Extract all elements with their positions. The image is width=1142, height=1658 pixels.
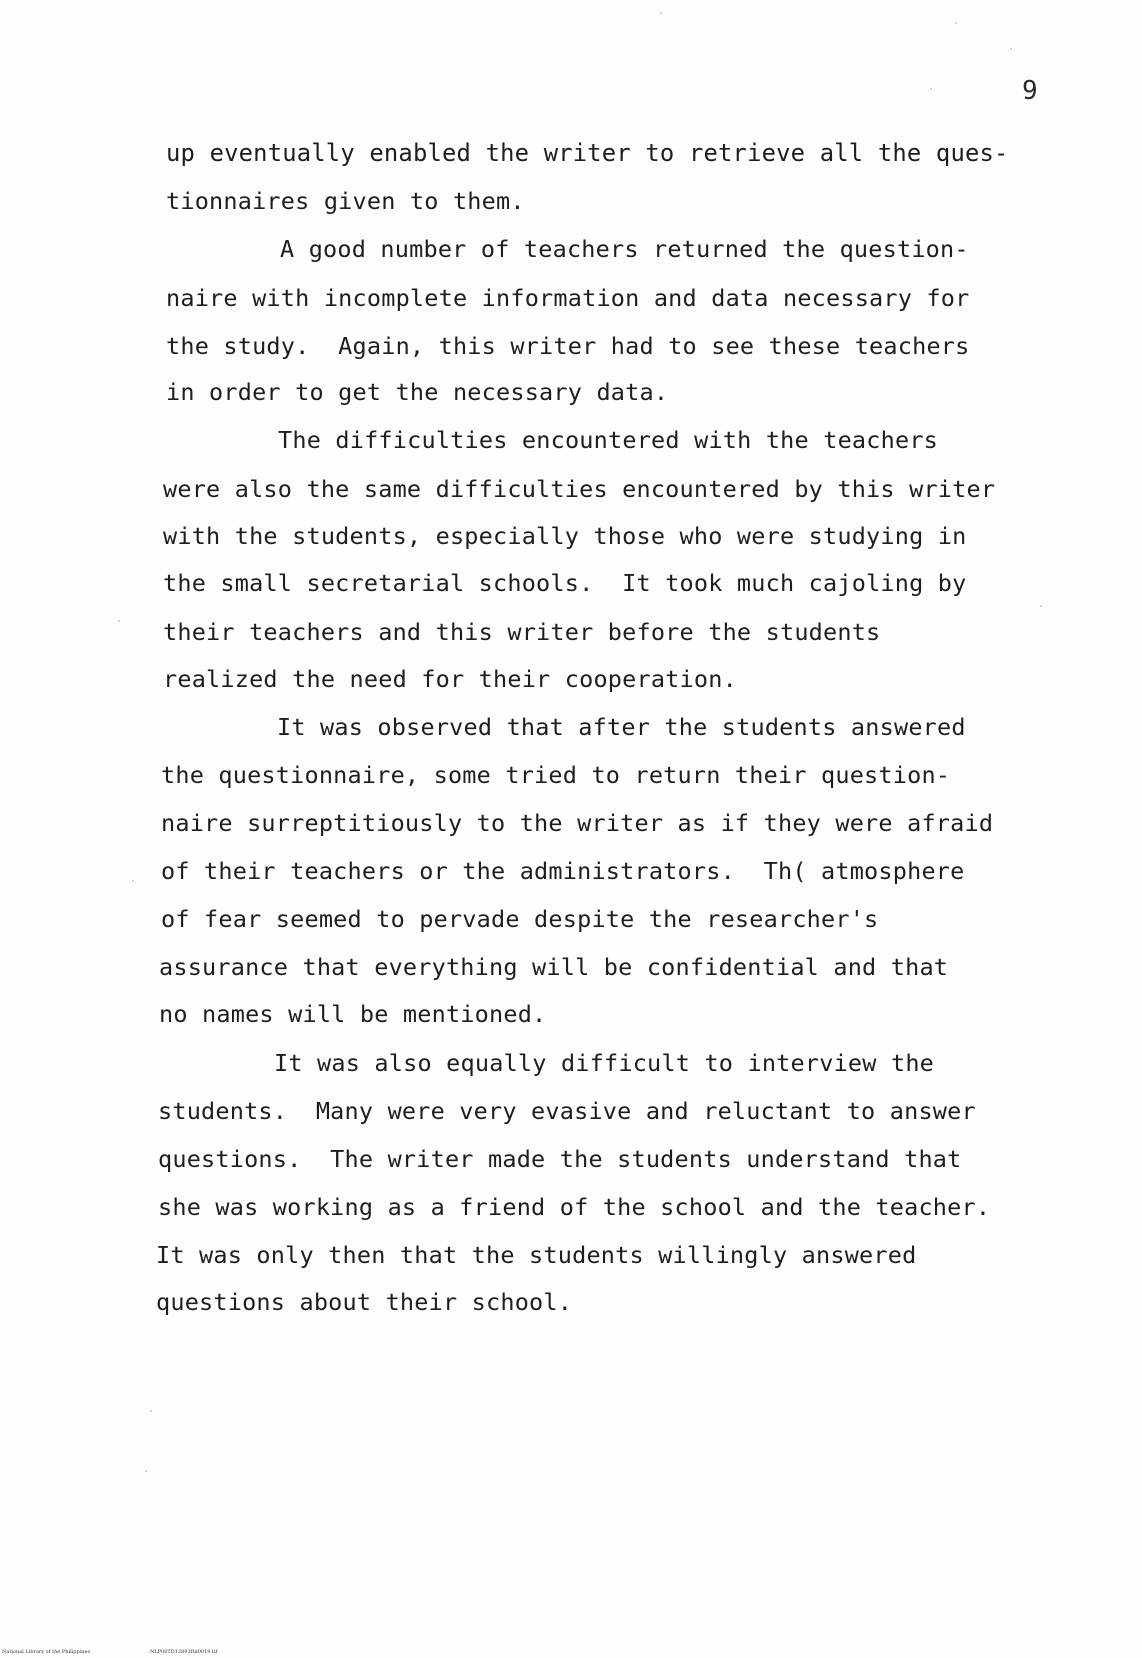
- scan-speck: [145, 1470, 147, 1472]
- text-line: their teachers and this writer before the students: [163, 618, 881, 646]
- scan-speck: [118, 620, 120, 622]
- text-line: were also the same difficulties encountered by this writer: [163, 475, 996, 503]
- text-line: questions. The writer made the students understand that: [158, 1145, 962, 1173]
- scan-speck: [1040, 605, 1042, 607]
- text-line: It was only then that the students willingly answered: [156, 1241, 917, 1269]
- text-line: A good number of teachers returned the question-: [280, 235, 969, 263]
- text-line: The difficulties encountered with the teachers: [278, 426, 939, 454]
- footer-library-name: National Library of the Philippines: [2, 1649, 91, 1655]
- text-line: in order to get the necessary data.: [166, 378, 669, 406]
- scan-speck: [150, 1410, 152, 1412]
- text-line: the questionnaire, some tried to return their question-: [161, 761, 951, 789]
- text-line: questions about their school.: [156, 1288, 573, 1316]
- text-line: realized the need for their cooperation.: [163, 665, 737, 693]
- text-line: up eventually enabled the writer to retrieve all the ques-: [166, 139, 1009, 167]
- text-line: the study. Again, this writer had to see these teachers: [166, 332, 970, 360]
- text-line: tionnaires given to them.: [166, 187, 525, 215]
- page-number: 9: [1022, 76, 1038, 106]
- text-line: naire surreptitiously to the writer as if they were afraid: [161, 809, 994, 837]
- text-line: of fear seemed to pervade despite the researcher's: [161, 905, 879, 933]
- text-line: students. Many were very evasive and reluctant to answer: [158, 1097, 976, 1125]
- text-line: the small secretarial schools. It took much cajoling by: [163, 569, 967, 597]
- text-line: no names will be mentioned.: [159, 1000, 547, 1028]
- scan-speck: [132, 880, 134, 882]
- scan-speck: [660, 12, 662, 14]
- scan-speck: [955, 22, 957, 24]
- scan-speck: [1010, 48, 1012, 50]
- text-line: It was also equally difficult to interview the: [274, 1049, 935, 1077]
- text-line: assurance that everything will be confidential and that: [159, 953, 949, 981]
- footer-file-id: NLP00TD12893ftd0019.tif: [150, 1649, 218, 1655]
- text-line: of their teachers or the administrators. Th( atmosphere: [161, 857, 965, 885]
- text-line: naire with incomplete information and data necessary for: [166, 284, 970, 312]
- text-line: It was observed that after the students answered: [277, 713, 966, 741]
- text-line: she was working as a friend of the school and the teacher.: [158, 1193, 991, 1221]
- text-line: with the students, especially those who were studying in: [163, 522, 967, 550]
- scan-speck: [930, 88, 932, 90]
